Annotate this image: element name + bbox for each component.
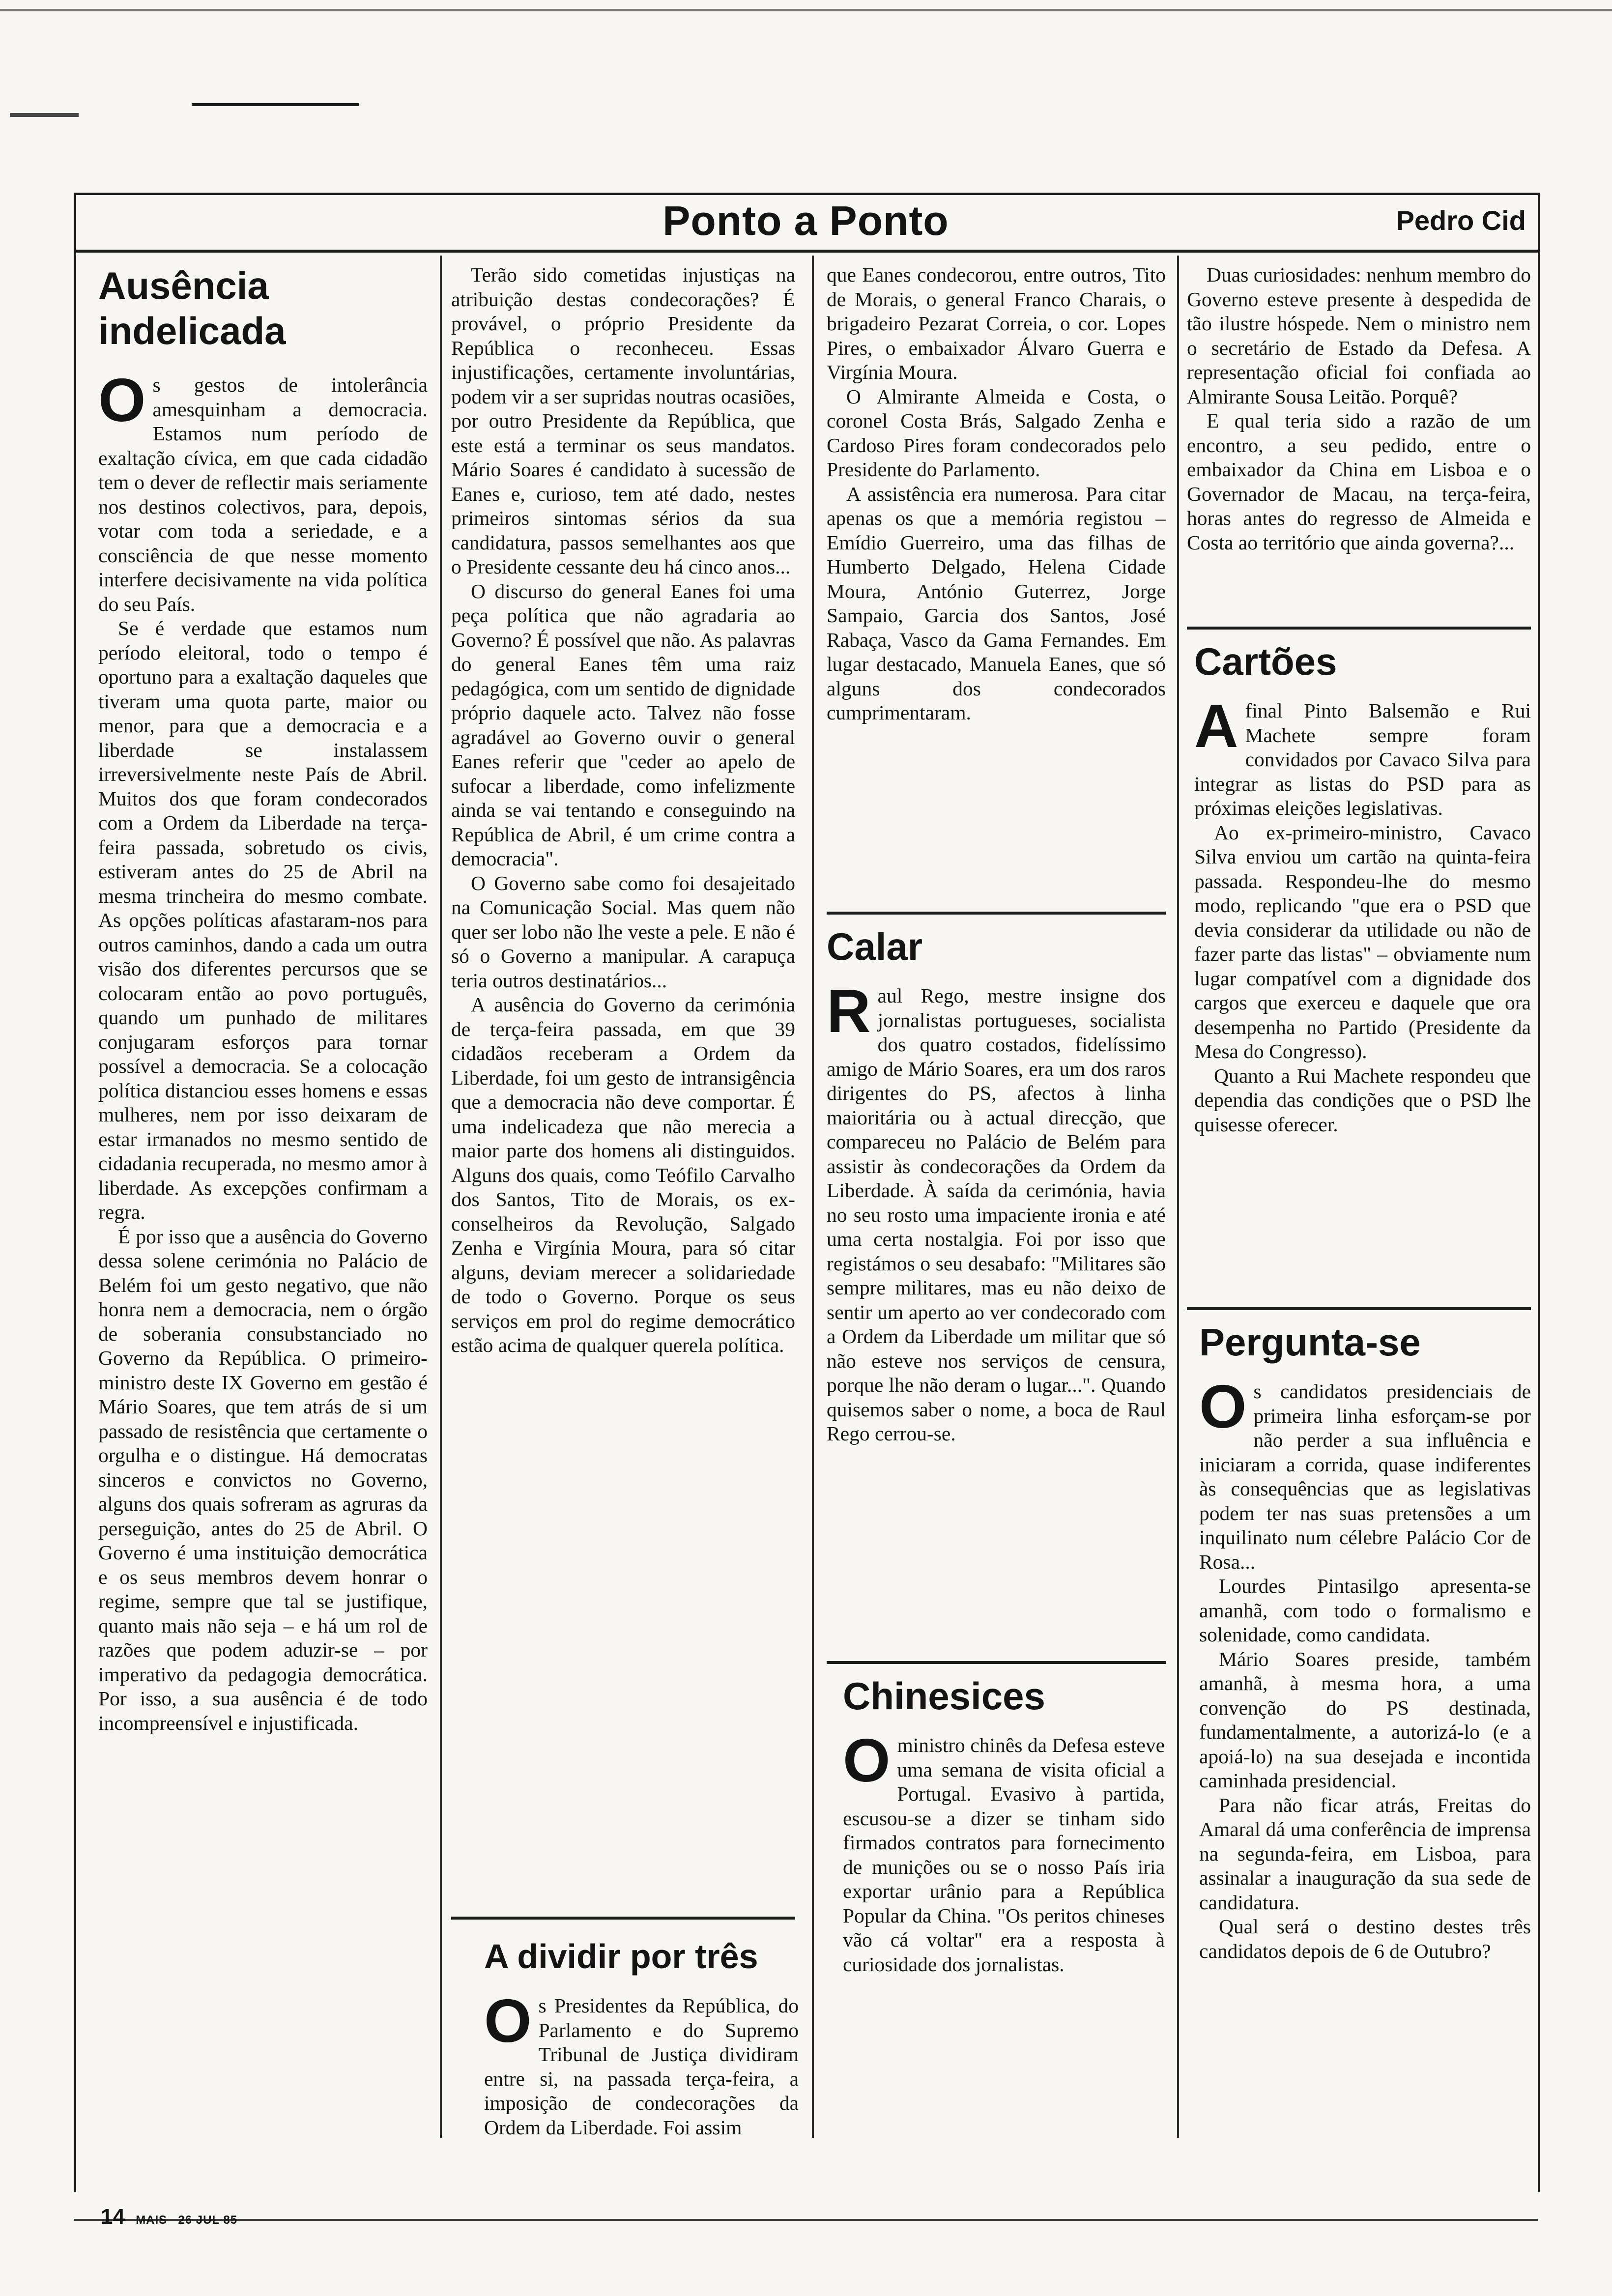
paragraph: O Almirante Almeida e Costa, o coronel Costa Brás, Salgado Zenha e Cardoso Pires foram condecorados pelo Presidente do Parlamento. <box>827 385 1166 481</box>
article-body-ausencia-continued <box>451 263 795 1358</box>
paragraph: que Eanes condecorou, entre outros, Tito de Morais, o general Franco Charais, o brigadeiro Pezarat Correia, o cor. Lopes Pires, o embaixador Álvaro Guerra e Virgínia Moura. <box>827 263 1166 383</box>
section-dividir <box>484 1934 799 2140</box>
paragraph: O Governo sabe como foi desajeitado na Comunicação Social. Mas quem não quer ser lobo não lhe veste a pele. E não é só o Governo a manipular. A carapuça teria outros destinatários... <box>451 871 795 992</box>
page-number: 14 <box>101 2205 125 2229</box>
column-rule-1 <box>440 256 442 2138</box>
paragraph: Qual será o destino destes três candidatos depois de 6 de Outubro? <box>1199 1915 1531 1962</box>
section-rule <box>827 1661 1166 1664</box>
paragraph: E qual teria sido a razão de um encontro, a seu pedido, entre o embaixador da China em Lisboa e o Governador de Macau, na terça-feira, horas antes do regresso de Almeida e Costa ao território que ainda governa?... <box>1187 409 1531 554</box>
dropcap: R <box>827 977 871 1045</box>
paragraph <box>827 977 1166 1446</box>
paragraph <box>1194 692 1531 821</box>
paragraph <box>1199 1373 1531 1574</box>
section-pergunta <box>1199 1320 1531 1963</box>
paragraph-text: s Presidentes da República, do Parlamento e do Supremo Tribunal de Justiça dividiram entre si, na passada terça-feira, a imposição de condecorações da Ordem da Liberdade. Foi assim <box>484 1994 799 2139</box>
dropcap: O <box>98 367 146 434</box>
column-3 <box>827 263 1166 725</box>
article-headline-chinesices: Chinesices <box>843 1674 1045 1718</box>
section-chinesices <box>843 1673 1165 1977</box>
section-rule <box>1187 627 1531 630</box>
article-headline-ausencia: Ausência indelicada <box>98 264 286 352</box>
paragraph <box>843 1727 1165 1977</box>
paragraph-text: final Pinto Balsemão e Rui Machete sempre foram convidados por Cavaco Silva para integrar as listas do PSD para as próximas eleições legislativas. <box>1194 699 1531 819</box>
article-body-cartoes <box>1194 692 1531 1137</box>
section-cartoes <box>1194 639 1531 1137</box>
publication-date: 26 JUL 85 <box>178 2213 238 2227</box>
section-rule <box>1187 1307 1531 1310</box>
article-body-chinesices-continued <box>1187 263 1531 555</box>
article-headline-pergunta: Pergunta-se <box>1199 1320 1421 1364</box>
section-rule <box>451 1917 795 1920</box>
column-rule-2 <box>812 256 814 2138</box>
article-headline-dividir: A dividir por três <box>484 1937 758 1976</box>
scan-top-line <box>0 9 1612 11</box>
article-headline-cartoes: Cartões <box>1194 640 1337 683</box>
column-2 <box>451 263 795 1358</box>
paragraph: Terão sido cometidas injustiças na atribuição destas condecorações? É provável, o próprio Presidente da República o reconheceu. Essas injustificações, certamente involuntárias, podem vir a ser supridas noutras ocasiões, por outro Presidente da República, que este está a terminar os seus mandatos. Mário Soares é candidato à sucessão de Eanes e, curioso, tem até dado, nestes primeiros sintomas sérios da sua candidatura, passos semelhantes aos que o Presidente cessante deu há cinco anos... <box>451 263 795 578</box>
article-body-ausencia <box>98 367 428 1735</box>
article-headline-calar: Calar <box>827 925 923 968</box>
paragraph: Lourdes Pintasilgo apresenta-se amanhã, com todo o formalismo e solenidade, como candidata. <box>1199 1575 1531 1646</box>
footer-rule <box>74 2219 1538 2221</box>
publication-name: MAIS <box>136 2213 168 2227</box>
author-byline: Pedro Cid <box>1396 205 1526 236</box>
paragraph: Quanto a Rui Machete respondeu que dependia das condições que o PSD lhe quisesse oferecer. <box>1194 1064 1531 1136</box>
scan-corner-mark <box>10 113 79 117</box>
paragraph-text: aul Rego, mestre insigne dos jornalistas portugueses, socialista dos quatro costados, fidelíssimo amigo de Mário Soares, era um dos raros dirigentes do PS, afectos à linha maioritária ou à actual direcção, que compareceu no Palácio de Belém para assistir às condecorações da Ordem da Liberdade. À saída da cerimónia, havia no seu rosto uma impaciente ironia e até uma certa nostalgia. Foi por isso que registámos o seu desabafo: "Militares são sempre militares, mas eu não deixo de sentir um aperto ao ver condecorado com a Ordem da Liberdade um militar que só não esteve nos serviços de censura, porque lhe não deram o lugar...". Quando quisemos saber o nome, a boca de Raul Rego cerrou-se. <box>827 984 1166 1445</box>
paragraph <box>484 1987 799 2140</box>
paragraph: Mário Soares preside, também amanhã, à mesma hora, a uma convenção do PS destinada, fundamentalmente, a autorizá-lo (e a apoiá-lo) na sua desejada e incontida caminhada presidencial. <box>1199 1647 1531 1792</box>
article-body-calar <box>827 977 1166 1446</box>
paragraph: A ausência do Governo da cerimónia de terça-feira passada, em que 39 cidadãos receberam a Ordem da Liberdade, foi um gesto de intransigência que a democracia não deve comportar. É uma indelicadeza que não merecia a maior parte dos homens ali distinguidos. Alguns dos quais, como Teófilo Carvalho dos Santos, Tito de Morais, os ex-conselheiros da Revolução, Salgado Zenha e Virgínia Moura, para só citar alguns, deviam merecer a solidariedade de todo o Governo. Porque os seus serviços em prol do regime democrático estão acima de qualquer querela política. <box>451 993 795 1356</box>
paragraph: Duas curiosidades: nenhum membro do Governo esteve presente à despedida de tão ilustre hóspede. Nem o ministro nem o secretário de Estado da Defesa. A representação oficial foi confiada ao Almirante Sousa Leitão. Porquê? <box>1187 263 1531 408</box>
header-rule <box>74 250 1538 253</box>
section-calar <box>827 924 1166 1446</box>
paragraph: Se é verdade que estamos num período eleitoral, todo o tempo é oportuno para a exaltação daqueles que tiveram uma quota parte, maior ou menor, para que a democracia e a liberdade se instalassem irreversivelmente neste País de Abril. Muitos dos que foram condecorados com a Ordem da Liberdade na terça-feira passada, sobretudo os civis, estiveram antes do 25 de Abril na mesma trincheira do mesmo combate. As opções políticas afastaram-nos para outros caminhos, dando a cada um outra visão dos diferentes percursos que se colocaram então ao povo português, quando um punhado de militares conjugaram esforços para tornar possível a democracia. Se a colocação política distanciou esses homens e essas mulheres, nem por isso deixaram de estar irmanados no mesmo sentido de cidadania recuperada, no mesmo amor à liberdade. As excepções confirmam a regra. <box>98 617 428 1223</box>
page-footer <box>101 2205 237 2229</box>
dropcap: O <box>843 1727 891 1795</box>
paragraph-text: s candidatos presidenciais de primeira linha esforçam-se por não perder a sua influência e iniciaram a corrida, quase indiferentes às consequências que as legislativas podem ter nas suas pretensões a um inquilinato num célebre Palácio Cor de Rosa... <box>1199 1380 1531 1573</box>
article-body-dividir-continued <box>827 263 1166 725</box>
paragraph: Ao ex-primeiro-ministro, Cavaco Silva enviou um cartão na quinta-feira passada. Respondeu-lhe do mesmo modo, replicando "que era o PSD que devia considerar da utilidade ou não de fazer parte das listas" – obviamente num lugar compatível com a dignidade dos cargos que exerceu e daquele que ora desempenha no Partido (Presidente da Mesa do Congresso). <box>1194 821 1531 1062</box>
column-rule-3 <box>1177 256 1179 2138</box>
column-title: Ponto a Ponto <box>662 198 949 244</box>
paragraph: A assistência era numerosa. Para citar apenas os que a memória registou – Emídio Guerreiro, uma das filhas de Humberto Delgado, Helena Cidade Moura, António Guterrez, Jorge Sampaio, Garcia dos Santos, José Rabaça, Vasco da Gama Fernandes. Em lugar destacado, Manuela Eanes, que só alguns dos condecorados cumprimentaram. <box>827 482 1166 724</box>
article-body-chinesices <box>843 1727 1165 1977</box>
column-4 <box>1187 263 1531 555</box>
paragraph-text: s gestos de intolerância amesquinham a democracia. Estamos num período de exaltação cívica, em que cada cidadão tem o dever de reflectir mais seriamente nos destinos colectivos, para, depois, votar com toda a seriedade, e a consciência de que nesse momento interfere decisivamente na vida política do seu País. <box>98 373 428 615</box>
paragraph <box>98 367 428 616</box>
article-body-dividir <box>484 1987 799 2140</box>
dropcap: A <box>1194 692 1238 760</box>
section-rule <box>827 912 1166 915</box>
paragraph: É por isso que a ausência do Governo dessa solene cerimónia no Palácio de Belém foi um gesto negativo, que não honra nem a democracia, nem o órgão de soberania consubstanciado no Governo da República. O primeiro-ministro deste IX Governo em gestão é Mário Soares, que tem atrás de si um passado de resistência que certamente o orgulha e o distingue. Há democratas sinceros e convictos no Governo, alguns dos quais sofreram as agruras da perseguição, antes do 25 de Abril. O Governo é uma instituição democrática e os seus membros devem honrar o regime, sempre que tal se justifique, quanto mais não seja – e há um rol de razões que podem aduzir-se – por imperativo da pedagogia democrática. Por isso, a sua ausência é de todo incompreensível e injustificada. <box>98 1225 428 1734</box>
dropcap: O <box>1199 1373 1247 1441</box>
paragraph-text: ministro chinês da Defesa esteve uma semana de visita oficial a Portugal. Evasivo à partida, escusou-se a dizer se tinham sido firmados contratos para fornecimento de munições ou se o nosso País iria exportar urânio para a República Popular da China. "Os peritos chineses vão cá voltar" era a resposta à curiosidade dos jornalistas. <box>843 1734 1165 1976</box>
paragraph: Para não ficar atrás, Freitas do Amaral dá uma conferência de imprensa na segunda-feira, em Lisboa, para assinalar a inauguração da sua sede de candidatura. <box>1199 1793 1531 1914</box>
paragraph: O discurso do general Eanes foi uma peça política que não agradaria ao Governo? É possível que não. As palavras do general Eanes têm uma raiz pedagógica, com um sentido de dignidade próprio daquele acto. Talvez não fosse agradável ao Governo ouvir o general Eanes referir que "ceder ao apelo de sufocar a liberdade, como infelizmente ainda se vai tentando e conseguindo na República de Abril, é um crime contra a democracia". <box>451 579 795 870</box>
scan-short-line <box>192 103 359 106</box>
article-body-pergunta <box>1199 1373 1531 1963</box>
dropcap: O <box>484 1987 532 2055</box>
column-1 <box>98 263 428 1735</box>
